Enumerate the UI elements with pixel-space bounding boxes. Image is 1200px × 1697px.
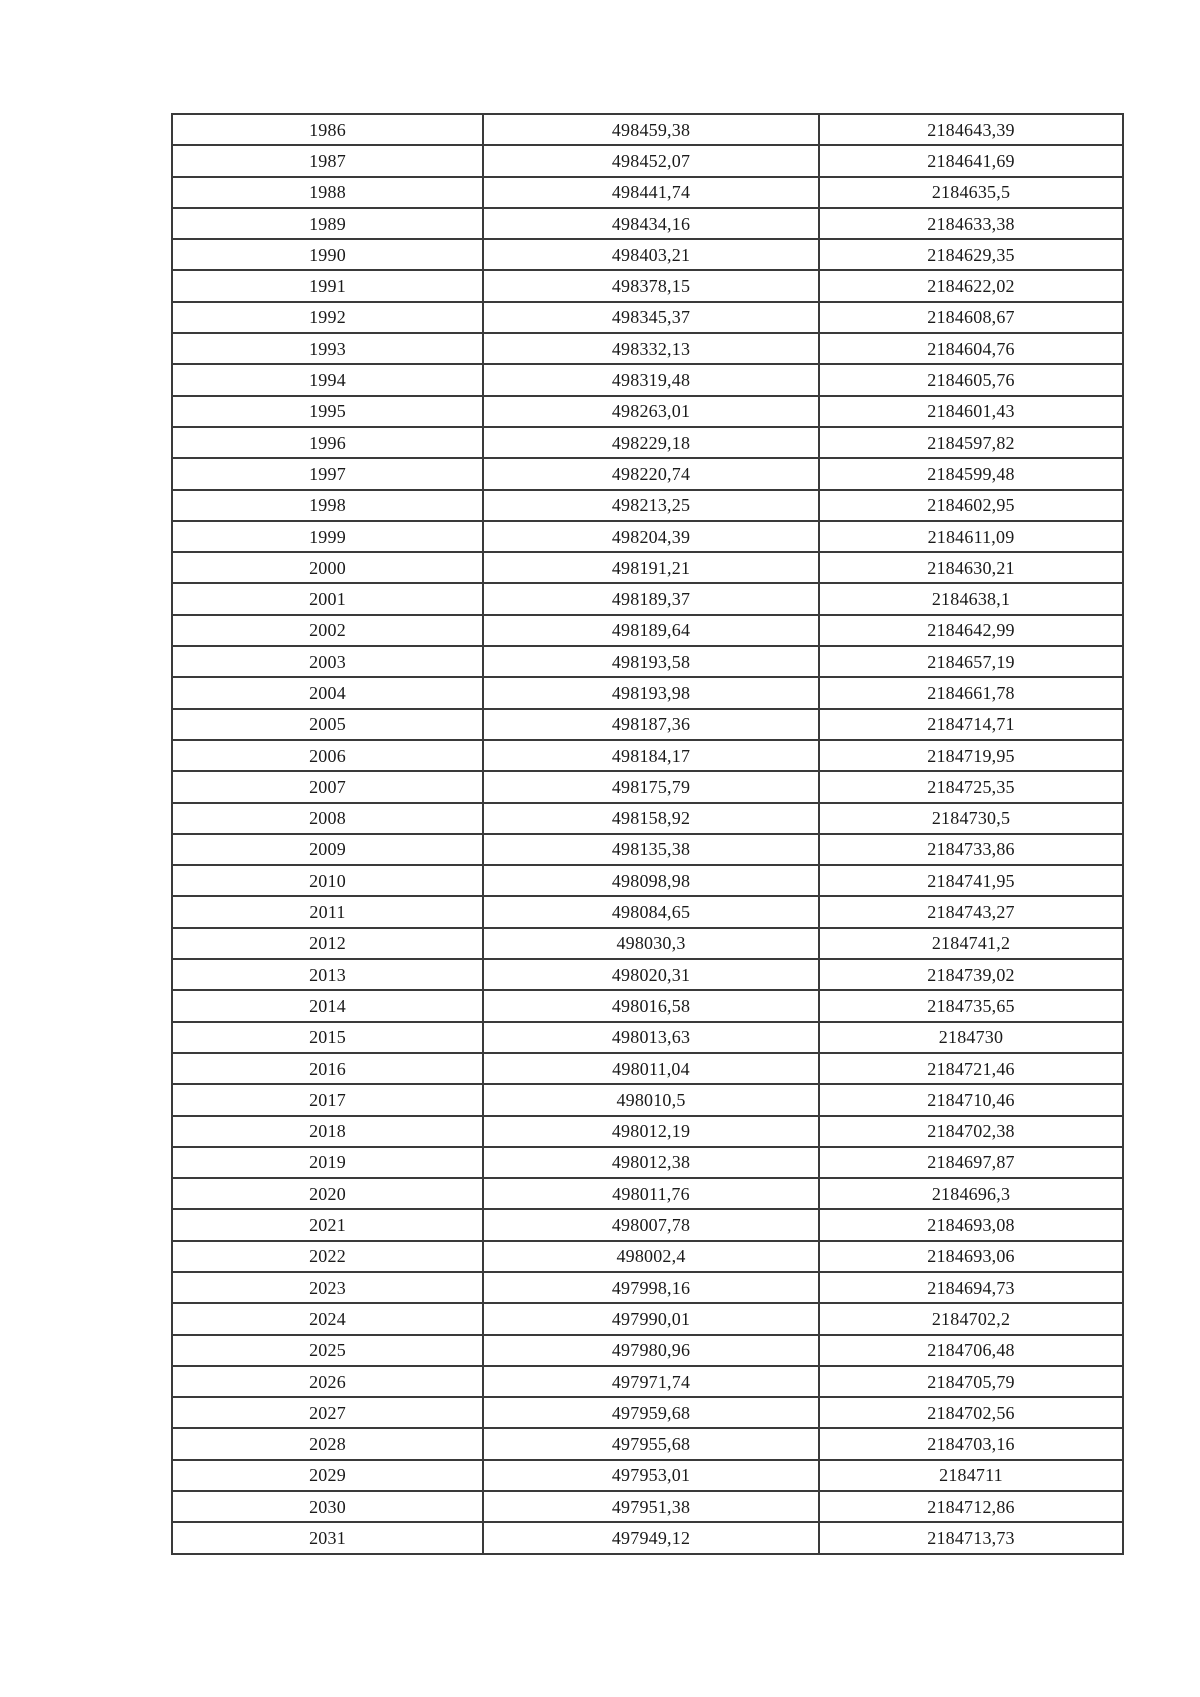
table-row [172, 490, 1123, 521]
point-number-cell: 2007 [172, 771, 483, 802]
table-row [172, 990, 1123, 1021]
table-row [172, 458, 1123, 489]
y-coordinate-cell: 2184712,86 [819, 1491, 1123, 1522]
point-number-cell: 2002 [172, 615, 483, 646]
x-coordinate-cell: 497998,16 [483, 1272, 819, 1303]
table-row [172, 302, 1123, 333]
point-number-cell: 2030 [172, 1491, 483, 1522]
point-number-cell: 2026 [172, 1366, 483, 1397]
table-row [172, 427, 1123, 458]
coordinates-table-body [172, 114, 1123, 1554]
x-coordinate-cell: 498158,92 [483, 803, 819, 834]
y-coordinate-cell: 2184703,16 [819, 1428, 1123, 1459]
point-number-cell: 2022 [172, 1241, 483, 1272]
table-row [172, 1053, 1123, 1084]
point-number-cell: 2012 [172, 928, 483, 959]
table-row [172, 1428, 1123, 1459]
point-number-cell: 2023 [172, 1272, 483, 1303]
y-coordinate-cell: 2184629,35 [819, 239, 1123, 270]
table-row [172, 959, 1123, 990]
point-number-cell: 1997 [172, 458, 483, 489]
x-coordinate-cell: 498220,74 [483, 458, 819, 489]
y-coordinate-cell: 2184735,65 [819, 990, 1123, 1021]
table-row [172, 865, 1123, 896]
point-number-cell: 2015 [172, 1022, 483, 1053]
point-number-cell: 2017 [172, 1084, 483, 1115]
y-coordinate-cell: 2184739,02 [819, 959, 1123, 990]
table-row [172, 677, 1123, 708]
point-number-cell: 2021 [172, 1209, 483, 1240]
x-coordinate-cell: 498193,98 [483, 677, 819, 708]
coordinates-table [171, 113, 1124, 1555]
x-coordinate-cell: 498084,65 [483, 896, 819, 927]
y-coordinate-cell: 2184706,48 [819, 1335, 1123, 1366]
table-row [172, 803, 1123, 834]
table-row [172, 396, 1123, 427]
x-coordinate-cell: 498434,16 [483, 208, 819, 239]
table-row [172, 740, 1123, 771]
x-coordinate-cell: 497959,68 [483, 1397, 819, 1428]
x-coordinate-cell: 498452,07 [483, 145, 819, 176]
table-row [172, 114, 1123, 145]
x-coordinate-cell: 498263,01 [483, 396, 819, 427]
point-number-cell: 2005 [172, 709, 483, 740]
y-coordinate-cell: 2184721,46 [819, 1053, 1123, 1084]
table-row [172, 896, 1123, 927]
point-number-cell: 2025 [172, 1335, 483, 1366]
point-number-cell: 1990 [172, 239, 483, 270]
x-coordinate-cell: 497990,01 [483, 1303, 819, 1334]
x-coordinate-cell: 498332,13 [483, 333, 819, 364]
point-number-cell: 1992 [172, 302, 483, 333]
point-number-cell: 2018 [172, 1116, 483, 1147]
x-coordinate-cell: 497951,38 [483, 1491, 819, 1522]
point-number-cell: 1987 [172, 145, 483, 176]
x-coordinate-cell: 498378,15 [483, 270, 819, 301]
y-coordinate-cell: 2184633,38 [819, 208, 1123, 239]
x-coordinate-cell: 498010,5 [483, 1084, 819, 1115]
y-coordinate-cell: 2184642,99 [819, 615, 1123, 646]
y-coordinate-cell: 2184643,39 [819, 114, 1123, 145]
table-row [172, 834, 1123, 865]
point-number-cell: 2024 [172, 1303, 483, 1334]
table-row [172, 1397, 1123, 1428]
point-number-cell: 1996 [172, 427, 483, 458]
table-row [172, 552, 1123, 583]
x-coordinate-cell: 498459,38 [483, 114, 819, 145]
table-row [172, 709, 1123, 740]
x-coordinate-cell: 497953,01 [483, 1460, 819, 1491]
point-number-cell: 2000 [172, 552, 483, 583]
x-coordinate-cell: 498229,18 [483, 427, 819, 458]
y-coordinate-cell: 2184725,35 [819, 771, 1123, 802]
table-row [172, 1272, 1123, 1303]
y-coordinate-cell: 2184711 [819, 1460, 1123, 1491]
point-number-cell: 2031 [172, 1522, 483, 1553]
point-number-cell: 1993 [172, 333, 483, 364]
table-row [172, 1022, 1123, 1053]
table-row [172, 145, 1123, 176]
x-coordinate-cell: 498213,25 [483, 490, 819, 521]
table-row [172, 1460, 1123, 1491]
point-number-cell: 1991 [172, 270, 483, 301]
x-coordinate-cell: 498193,58 [483, 646, 819, 677]
y-coordinate-cell: 2184730 [819, 1022, 1123, 1053]
point-number-cell: 2020 [172, 1178, 483, 1209]
table-row [172, 364, 1123, 395]
y-coordinate-cell: 2184697,87 [819, 1147, 1123, 1178]
y-coordinate-cell: 2184714,71 [819, 709, 1123, 740]
point-number-cell: 2003 [172, 646, 483, 677]
point-number-cell: 2011 [172, 896, 483, 927]
point-number-cell: 2010 [172, 865, 483, 896]
table-row [172, 1303, 1123, 1334]
table-row [172, 239, 1123, 270]
y-coordinate-cell: 2184713,73 [819, 1522, 1123, 1553]
point-number-cell: 2009 [172, 834, 483, 865]
y-coordinate-cell: 2184696,3 [819, 1178, 1123, 1209]
table-row [172, 1366, 1123, 1397]
y-coordinate-cell: 2184743,27 [819, 896, 1123, 927]
y-coordinate-cell: 2184741,2 [819, 928, 1123, 959]
x-coordinate-cell: 498011,04 [483, 1053, 819, 1084]
table-row [172, 521, 1123, 552]
y-coordinate-cell: 2184693,06 [819, 1241, 1123, 1272]
point-number-cell: 2016 [172, 1053, 483, 1084]
x-coordinate-cell: 498098,98 [483, 865, 819, 896]
table-row [172, 1241, 1123, 1272]
table-row [172, 928, 1123, 959]
point-number-cell: 1998 [172, 490, 483, 521]
point-number-cell: 2004 [172, 677, 483, 708]
point-number-cell: 2013 [172, 959, 483, 990]
y-coordinate-cell: 2184693,08 [819, 1209, 1123, 1240]
y-coordinate-cell: 2184657,19 [819, 646, 1123, 677]
y-coordinate-cell: 2184638,1 [819, 583, 1123, 614]
point-number-cell: 1995 [172, 396, 483, 427]
y-coordinate-cell: 2184608,67 [819, 302, 1123, 333]
table-row [172, 771, 1123, 802]
y-coordinate-cell: 2184605,76 [819, 364, 1123, 395]
table-row [172, 1147, 1123, 1178]
y-coordinate-cell: 2184641,69 [819, 145, 1123, 176]
y-coordinate-cell: 2184611,09 [819, 521, 1123, 552]
x-coordinate-cell: 498319,48 [483, 364, 819, 395]
y-coordinate-cell: 2184599,48 [819, 458, 1123, 489]
point-number-cell: 2029 [172, 1460, 483, 1491]
x-coordinate-cell: 498007,78 [483, 1209, 819, 1240]
x-coordinate-cell: 498403,21 [483, 239, 819, 270]
y-coordinate-cell: 2184604,76 [819, 333, 1123, 364]
x-coordinate-cell: 497955,68 [483, 1428, 819, 1459]
x-coordinate-cell: 498191,21 [483, 552, 819, 583]
table-row [172, 583, 1123, 614]
x-coordinate-cell: 498189,64 [483, 615, 819, 646]
point-number-cell: 1986 [172, 114, 483, 145]
table-row [172, 177, 1123, 208]
x-coordinate-cell: 497971,74 [483, 1366, 819, 1397]
x-coordinate-cell: 498187,36 [483, 709, 819, 740]
point-number-cell: 2008 [172, 803, 483, 834]
y-coordinate-cell: 2184661,78 [819, 677, 1123, 708]
table-row [172, 1178, 1123, 1209]
point-number-cell: 2014 [172, 990, 483, 1021]
table-row [172, 1116, 1123, 1147]
table-row [172, 646, 1123, 677]
table-row [172, 1084, 1123, 1115]
table-row [172, 208, 1123, 239]
point-number-cell: 1999 [172, 521, 483, 552]
y-coordinate-cell: 2184702,56 [819, 1397, 1123, 1428]
point-number-cell: 2006 [172, 740, 483, 771]
x-coordinate-cell: 498020,31 [483, 959, 819, 990]
point-number-cell: 1989 [172, 208, 483, 239]
table-row [172, 1491, 1123, 1522]
y-coordinate-cell: 2184705,79 [819, 1366, 1123, 1397]
y-coordinate-cell: 2184730,5 [819, 803, 1123, 834]
x-coordinate-cell: 498012,38 [483, 1147, 819, 1178]
point-number-cell: 2028 [172, 1428, 483, 1459]
y-coordinate-cell: 2184741,95 [819, 865, 1123, 896]
point-number-cell: 2001 [172, 583, 483, 614]
x-coordinate-cell: 498184,17 [483, 740, 819, 771]
y-coordinate-cell: 2184702,38 [819, 1116, 1123, 1147]
table-row [172, 1209, 1123, 1240]
x-coordinate-cell: 497949,12 [483, 1522, 819, 1553]
y-coordinate-cell: 2184702,2 [819, 1303, 1123, 1334]
y-coordinate-cell: 2184733,86 [819, 834, 1123, 865]
table-row [172, 1335, 1123, 1366]
table-row [172, 1522, 1123, 1553]
y-coordinate-cell: 2184602,95 [819, 490, 1123, 521]
point-number-cell: 2027 [172, 1397, 483, 1428]
table-row [172, 270, 1123, 301]
x-coordinate-cell: 498013,63 [483, 1022, 819, 1053]
y-coordinate-cell: 2184710,46 [819, 1084, 1123, 1115]
y-coordinate-cell: 2184719,95 [819, 740, 1123, 771]
y-coordinate-cell: 2184622,02 [819, 270, 1123, 301]
y-coordinate-cell: 2184597,82 [819, 427, 1123, 458]
point-number-cell: 2019 [172, 1147, 483, 1178]
x-coordinate-cell: 498016,58 [483, 990, 819, 1021]
table-row [172, 615, 1123, 646]
y-coordinate-cell: 2184635,5 [819, 177, 1123, 208]
x-coordinate-cell: 498345,37 [483, 302, 819, 333]
y-coordinate-cell: 2184694,73 [819, 1272, 1123, 1303]
table-row [172, 333, 1123, 364]
x-coordinate-cell: 498189,37 [483, 583, 819, 614]
x-coordinate-cell: 498030,3 [483, 928, 819, 959]
x-coordinate-cell: 498012,19 [483, 1116, 819, 1147]
y-coordinate-cell: 2184630,21 [819, 552, 1123, 583]
x-coordinate-cell: 498175,79 [483, 771, 819, 802]
x-coordinate-cell: 498204,39 [483, 521, 819, 552]
point-number-cell: 1994 [172, 364, 483, 395]
x-coordinate-cell: 498011,76 [483, 1178, 819, 1209]
x-coordinate-cell: 498002,4 [483, 1241, 819, 1272]
x-coordinate-cell: 498135,38 [483, 834, 819, 865]
point-number-cell: 1988 [172, 177, 483, 208]
x-coordinate-cell: 497980,96 [483, 1335, 819, 1366]
y-coordinate-cell: 2184601,43 [819, 396, 1123, 427]
x-coordinate-cell: 498441,74 [483, 177, 819, 208]
